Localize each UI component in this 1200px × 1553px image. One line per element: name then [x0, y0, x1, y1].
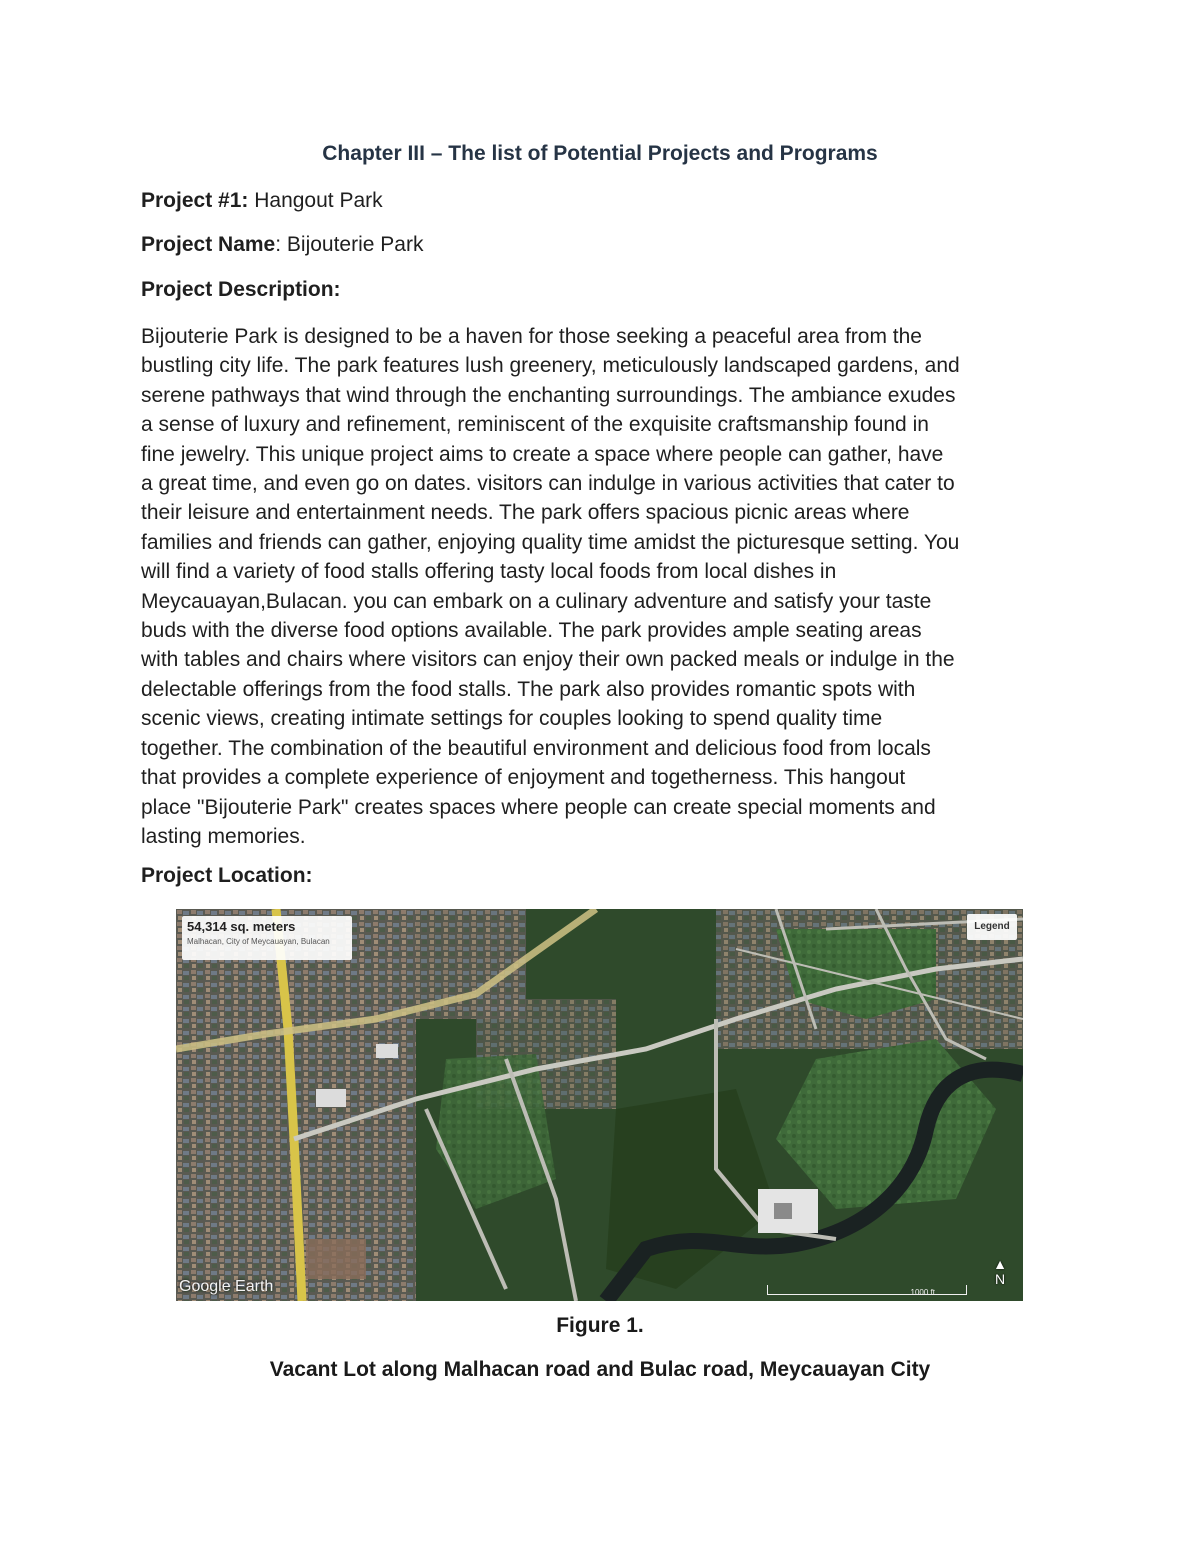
project-name-line	[141, 233, 423, 257]
map-area-info-box	[182, 916, 352, 960]
description-line: scenic views, creating intimate settings for couples looking to spend quality time	[141, 707, 883, 731]
description-line: Meycauayan,Bulacan. you can embark on a culinary adventure and satisfy your taste	[141, 589, 932, 613]
project-number-label: Project #1:	[141, 189, 249, 212]
description-line: a great time, and even go on dates. visitors can indulge in various activities that cater to	[141, 472, 955, 496]
north-label: N	[995, 1271, 1006, 1287]
chapter-title: Chapter III – The list of Potential Projects and Programs	[322, 142, 878, 165]
north-arrow-icon: ▲ N	[993, 1256, 1007, 1287]
map-location-text: Malhacan, City of Meycauayan, Bulacan	[187, 937, 330, 946]
description-line: a sense of luxury and refinement, reminiscent of the exquisite craftsmanship found in	[141, 413, 929, 437]
project-number-value: Hangout Park	[248, 189, 383, 212]
description-line: serene pathways that wind through the enchanting surroundings. The ambiance exudes	[141, 383, 956, 407]
description-line: delectable offerings from the food stalls. The park also provides romantic spots with	[141, 677, 916, 701]
description-line: Bijouterie Park is designed to be a haven for those seeking a peaceful area from the	[141, 325, 922, 348]
description-line: families and friends can gather, enjoying quality time amidst the picturesque setting. You	[141, 530, 960, 554]
project-description-label: Project Description:	[141, 278, 341, 301]
project-number-line	[141, 189, 383, 213]
description-line: fine jewelry. This unique project aims to create a space where people can gather, have	[141, 442, 944, 466]
map-legend-button[interactable]: Legend	[967, 914, 1017, 940]
map-scale-bar	[767, 1285, 967, 1295]
figure-label: Figure 1.	[556, 1314, 644, 1337]
project-description-paragraph	[141, 322, 1066, 851]
figure-caption: Vacant Lot along Malhacan road and Bulac road, Meycauayan City	[269, 1358, 931, 1381]
description-line: buds with the diverse food options available. The park provides ample seating areas	[141, 619, 922, 643]
project-name-label: Project Name	[141, 233, 276, 256]
description-line: that provides a complete experience of enjoyment and togetherness. This hangout	[141, 766, 906, 790]
description-line: together. The combination of the beautiful environment and delicious food from locals	[141, 736, 931, 760]
description-line: place "Bijouterie Park" creates spaces where people can create special moments and	[141, 795, 936, 819]
description-line: their leisure and entertainment needs. The park offers spacious picnic areas where	[141, 501, 910, 525]
description-line: bustling city life. The park features lush greenery, meticulously landscaped gardens, and	[141, 354, 960, 378]
project-name-value: : Bijouterie Park	[275, 233, 424, 256]
satellite-map-image	[176, 909, 1023, 1301]
description-line: will find a variety of food stalls offering tasty local foods from local dishes in	[141, 560, 837, 584]
description-line: lasting memories.	[141, 824, 306, 848]
map-scale-label: 1000 ft	[910, 1288, 935, 1297]
satellite-map-graphic	[176, 909, 1023, 1301]
project-location-label: Project Location:	[141, 864, 313, 887]
google-earth-logo: Google Earth	[179, 1278, 274, 1295]
map-area-value: 54,314 sq. meters	[187, 919, 296, 934]
description-line: with tables and chairs where visitors can enjoy their own packed meals or indulge in the	[141, 648, 955, 672]
